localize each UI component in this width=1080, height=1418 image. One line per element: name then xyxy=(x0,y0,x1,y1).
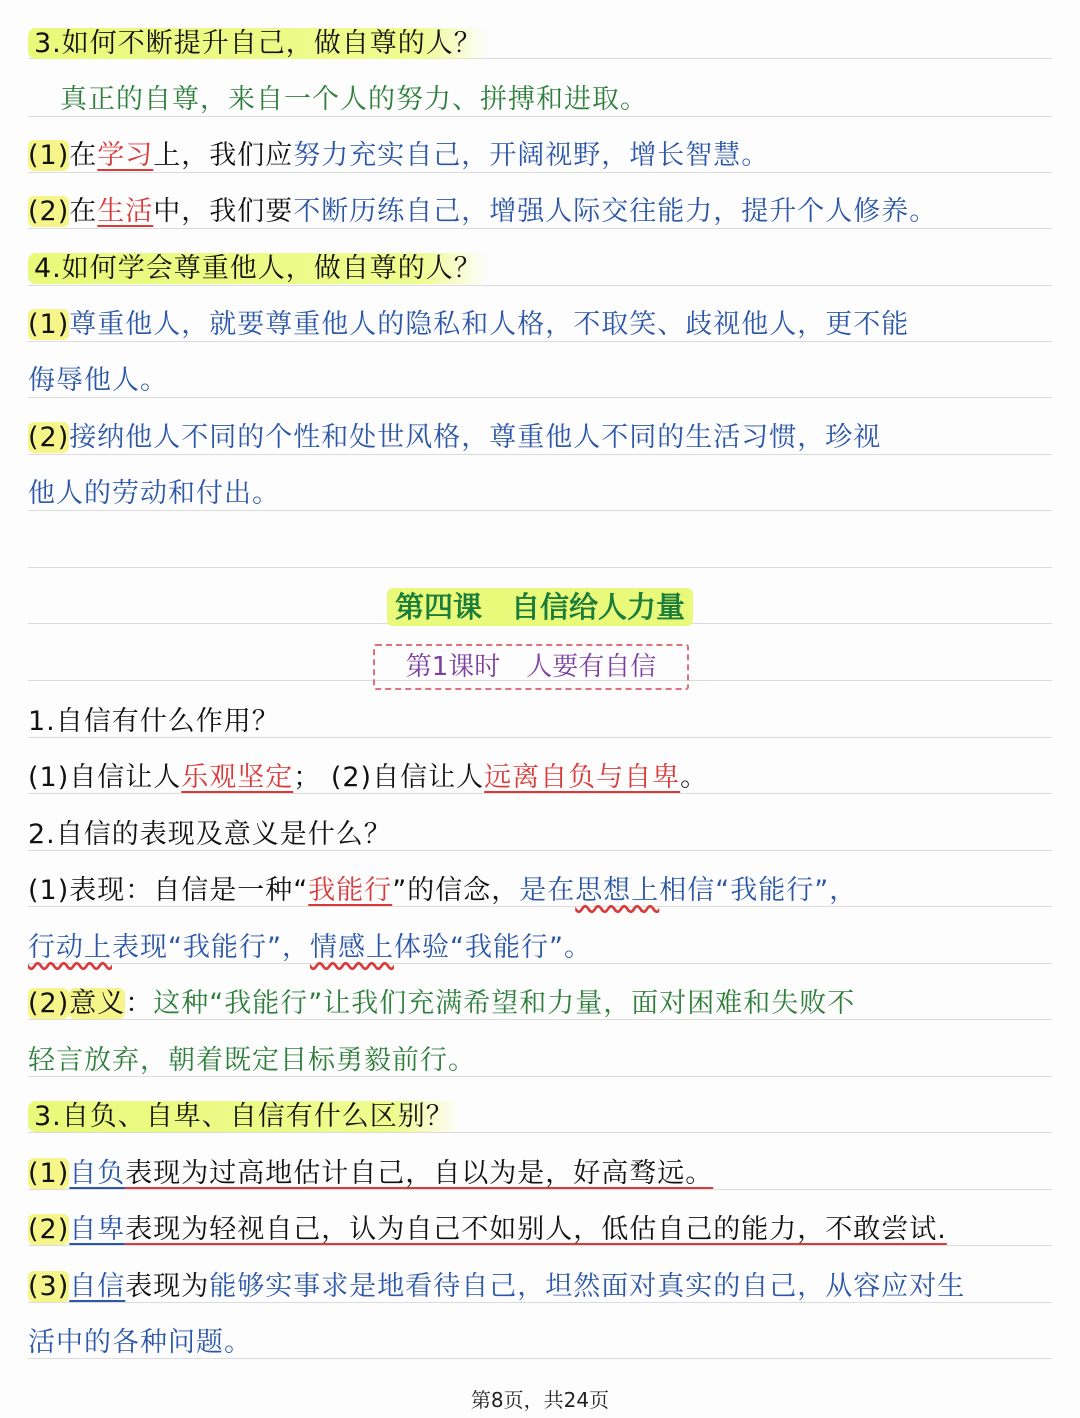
point-line xyxy=(28,134,1052,178)
keyword: 乐观坚定 xyxy=(181,762,294,793)
keyword: 我能行 xyxy=(308,875,393,906)
answer-line: 真正的自尊，来自一个人的努力、拼搏和进取。 xyxy=(60,84,648,115)
text: 自信让人 xyxy=(372,762,485,793)
point-line-cont: 侮辱他人。 xyxy=(28,365,168,396)
keyword: 思想上 xyxy=(575,875,660,906)
question-label: 4.如何学会尊重他人，做自尊的人？ xyxy=(28,253,488,284)
point-line xyxy=(28,303,1052,347)
question-label: 3.自负、自卑、自信有什么区别？ xyxy=(28,1101,460,1132)
point-number: (1) xyxy=(28,140,70,171)
question-label: 3.如何不断提升自己，做自尊的人？ xyxy=(28,28,488,59)
text: 努力充实自己，开阔视野，增长智慧。 xyxy=(293,140,770,171)
keyword: 情感上 xyxy=(309,932,394,963)
text: 中，我们要 xyxy=(153,196,294,227)
point-title: 表现 xyxy=(69,875,126,906)
point-title: 意义 xyxy=(69,988,126,1019)
point-line-cont: 活中的各种问题。 xyxy=(28,1327,252,1358)
keyword: 自卑 xyxy=(69,1214,126,1245)
text: 是在 xyxy=(519,875,576,906)
point-line xyxy=(28,1208,1052,1252)
text: 这种“我能行”让我们充满希望和力量，面对困难和失败不 xyxy=(153,988,856,1019)
text: 表现为 xyxy=(125,1271,210,1302)
text: 能够实事求是地看待自己，坦然面对真实的自己，从容应对生 xyxy=(209,1271,966,1302)
question-heading xyxy=(28,1095,1052,1139)
question-heading: 1.自信有什么作用？ xyxy=(28,706,280,737)
point-number: (2) xyxy=(28,1214,70,1245)
question-heading xyxy=(28,247,1052,291)
page-number: 第8页，共24页 xyxy=(470,1388,610,1412)
keyword: 远离自负与自卑 xyxy=(484,762,681,793)
point-line xyxy=(28,1265,1052,1309)
text: 体验“我能行”。 xyxy=(393,932,592,963)
question-heading xyxy=(28,22,1052,66)
text: 在 xyxy=(69,196,98,227)
point-line xyxy=(28,756,1052,800)
text: 表现“我能行”， xyxy=(112,932,310,963)
text: ”的信念， xyxy=(392,875,520,906)
point-number: (2) xyxy=(28,196,70,227)
point-line xyxy=(28,190,1052,234)
text: 自信是一种“ xyxy=(153,875,309,906)
point-number: (2) xyxy=(28,988,70,1019)
text: ： xyxy=(125,875,154,906)
text: 接纳他人不同的个性和处世风格，尊重他人不同的生活习惯，珍视 xyxy=(69,422,882,453)
point-number: (2) xyxy=(330,762,373,793)
keyword: 生活 xyxy=(97,196,154,227)
point-number: (2) xyxy=(28,422,70,453)
text: ： xyxy=(125,988,154,1019)
point-line xyxy=(28,416,1052,460)
lesson-subtitle: 第1课时 人要有自信 xyxy=(373,644,689,690)
text: 不断历练自己，增强人际交往能力，提升个人修养。 xyxy=(293,196,938,227)
lesson-title-text: 第四课 自信给人力量 xyxy=(387,588,693,626)
keyword: 行动上 xyxy=(28,932,112,963)
point-line-cont: 他人的劳动和付出。 xyxy=(28,478,280,509)
point-line xyxy=(28,1152,1052,1196)
point-number: (1) xyxy=(28,309,70,340)
text: 尊重他人，就要尊重他人的隐私和人格，不取笑、歧视他人，更不能 xyxy=(69,309,910,340)
text: 上，我们应 xyxy=(153,140,294,171)
question-heading: 2.自信的表现及意义是什么？ xyxy=(28,819,392,850)
text: 在 xyxy=(69,140,98,171)
ruled-line xyxy=(28,567,1052,568)
text: 表现为过高地估计自己，自以为是，好高骛远。 xyxy=(125,1158,714,1189)
point-line xyxy=(28,982,1052,1026)
point-line-cont: 轻言放弃，朝着既定目标勇毅前行。 xyxy=(28,1045,476,1076)
keyword: 自负 xyxy=(69,1158,126,1189)
lesson-title xyxy=(0,585,1080,626)
text: 。 xyxy=(680,762,709,793)
keyword: 学习 xyxy=(97,140,154,171)
text: ； xyxy=(293,762,322,793)
point-number: (3) xyxy=(28,1271,70,1302)
point-line xyxy=(28,869,1052,913)
text: 自信让人 xyxy=(69,762,182,793)
point-number: (1) xyxy=(28,762,70,793)
keyword: 自信 xyxy=(69,1271,126,1302)
point-number: (1) xyxy=(28,875,70,906)
point-number: (1) xyxy=(28,1158,70,1189)
point-line-cont xyxy=(28,926,1052,970)
text: 表现为轻视自己，认为自己不如别人，低估自己的能力，不敢尝试. xyxy=(125,1214,947,1245)
text: 相信“我能行”， xyxy=(659,875,858,906)
